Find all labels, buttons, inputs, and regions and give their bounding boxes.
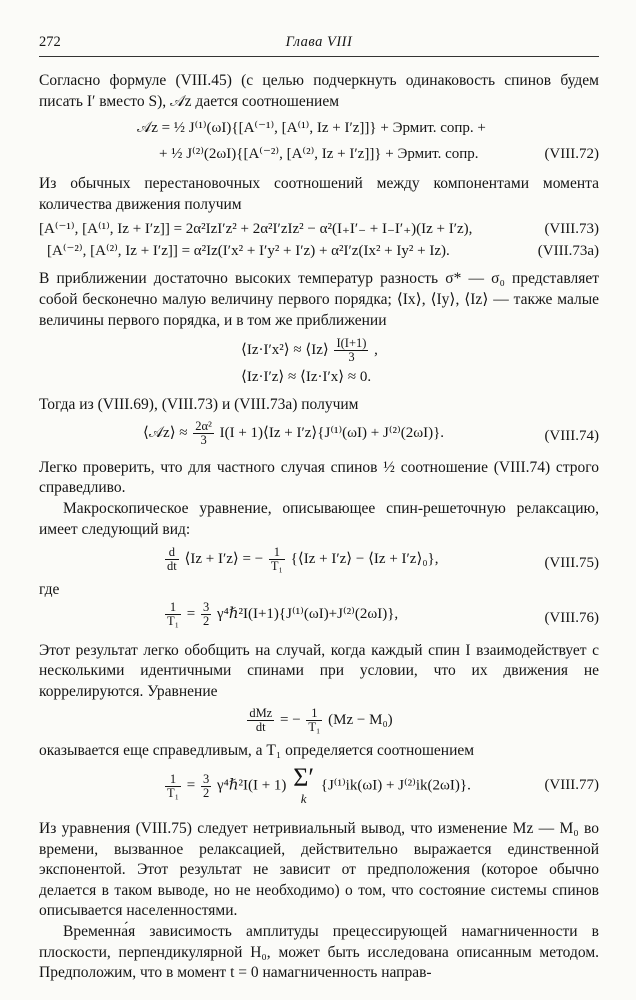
equation-number: (VIII.76)	[544, 609, 599, 626]
equation-viii-73	[39, 219, 599, 241]
numerator: 3	[202, 599, 210, 614]
equation-part: =	[186, 777, 196, 794]
equation-mz	[39, 707, 599, 741]
chapter-title: Глава VIII	[285, 34, 353, 50]
numerator: 1	[306, 707, 322, 721]
paragraph: Легко проверить, что для частного случая спинов ½ соотношение (VIII.74) строго справедливо.	[39, 458, 599, 497]
equation-number: (VIII.73a)	[537, 243, 599, 260]
denominator: T₁	[167, 613, 179, 628]
equation-number: (VIII.74)	[544, 427, 599, 444]
equation-part: γ⁴ℏ²I(I + 1)	[216, 777, 287, 794]
equation-line: + ½ J⁽²⁾(2ωI){[A⁽⁻²⁾, [A⁽²⁾, Iz + I′z]]} + Эрмит. сопр.	[159, 146, 479, 163]
equation-number: (VIII.75)	[544, 555, 599, 572]
denominator: T₁	[308, 719, 321, 734]
fraction	[201, 773, 211, 800]
equation-part: = −	[279, 711, 301, 728]
fraction	[334, 337, 368, 364]
equation-line: [A⁽⁻²⁾, [A⁽²⁾, Iz + I′z]] = α²Iz(I′x² + I′y² + I′z) + α²I′z(Ix² + Iy² + Iz).	[47, 243, 450, 260]
paragraph: Временна́я зависимость амплитуды прецессирующей намагниченности в плоскости, перпендикулярной H₀, может быть исследована описанным методом. Предположим, что в момент t = 0 намагниченность направ-	[39, 923, 599, 982]
paragraph: оказывается еще справедливым, а T₁ определяется соотношением	[39, 741, 475, 759]
numerator: 1	[269, 546, 285, 560]
numerator: I(I+1)	[336, 336, 367, 351]
fraction	[269, 546, 285, 573]
equation-viii-73a	[39, 241, 599, 265]
summation-index: k	[300, 791, 307, 807]
fraction	[306, 707, 322, 734]
numerator: d	[165, 546, 179, 560]
paragraph: Макроскопическое уравнение, описывающее спин-решеточную релаксацию, имеет следующий вид:	[39, 499, 599, 538]
fraction	[165, 546, 179, 573]
equation-part: ⟨𝒜z⟩ ≈	[143, 424, 188, 441]
numerator: 1	[165, 601, 181, 615]
running-header	[39, 30, 599, 57]
summation	[293, 765, 314, 807]
paragraph: Этот результат легко обобщить на случай, когда каждый спин I взаимодействует с несколькими идентичными спинами при условии, что их движения не коррелируются. Уравнение	[39, 641, 599, 700]
numerator: 2α²	[195, 418, 212, 433]
equation-line: [A⁽⁻¹⁾, [A⁽¹⁾, Iz + I′z]] = 2α²IzI′z² + 2α²I′zIz² − α²(I₊I′₋ + I₋I′₊)(Iz + I′z),	[39, 221, 473, 238]
denominator: 3	[348, 350, 355, 365]
numerator: dMz	[249, 705, 273, 720]
approximation-2	[39, 367, 599, 389]
equation-part: {J⁽¹⁾ik(ωI) + J⁽²⁾ik(2ωI)}.	[320, 777, 471, 794]
equation-part: {⟨Iz + I′z⟩ − ⟨Iz + I′z⟩₀},	[290, 551, 439, 568]
equation-part: ⟨Iz·I′x²⟩ ≈ ⟨Iz⟩	[241, 342, 329, 359]
equation-part: (Mz − M₀)	[328, 711, 393, 728]
fraction	[165, 773, 181, 800]
equation-part: I(I + 1)⟨Iz + I′z⟩{J⁽¹⁾(ωI) + J⁽²⁾(2ωI)}.	[219, 424, 445, 441]
equation-part: =	[186, 605, 196, 622]
paragraph: где	[39, 581, 60, 599]
page-number: 272	[39, 34, 61, 50]
fraction	[165, 601, 181, 628]
equation-part: γ⁴ℏ²I(I+1){J⁽¹⁾(ωI)+J⁽²⁾(2ωI)},	[216, 605, 399, 622]
paragraph: Из обычных перестановочных соотношений между компонентами момента количества движения получим	[39, 175, 599, 213]
paragraph: Согласно формуле (VIII.45) (с целью подчеркнуть одинаковость спинов будем писать I′ вместо S), 𝒜z дается соотношением	[39, 72, 599, 110]
fraction	[247, 707, 274, 734]
denominator: T₁	[270, 559, 283, 574]
denominator: dt	[255, 719, 266, 734]
equation-number: (VIII.77)	[544, 777, 599, 794]
fraction	[193, 420, 214, 447]
equation-viii-72	[39, 118, 599, 164]
equation-part: ,	[374, 342, 378, 359]
paragraph: Тогда из (VIII.69), (VIII.73) и (VIII.73a) получим	[39, 396, 359, 414]
sigma-symbol: Σ′	[293, 763, 315, 793]
denominator: 2	[202, 613, 210, 628]
equation-number: (VIII.73)	[544, 221, 599, 238]
equation-number: (VIII.72)	[544, 146, 599, 163]
numerator: 3	[202, 771, 210, 786]
fraction	[201, 601, 211, 628]
approximation-1	[39, 337, 599, 367]
denominator: 3	[200, 432, 207, 447]
denominator: T₁	[167, 785, 179, 800]
paragraph: В приближении достаточно высоких температур разность σ* — σ₀ представляет собой бесконечно малую величину первого порядка; ⟨Ix⟩, ⟨Iy⟩, ⟨Iz⟩ — также малые величины первого порядка, и в том же приближении	[39, 270, 599, 329]
equation-part: ⟨Iz + I′z⟩ = −	[184, 551, 264, 568]
equation-viii-76	[39, 601, 599, 637]
equation-part: ⟨Iz·I′z⟩ ≈ ⟨Iz·I′x⟩ ≈ 0.	[241, 369, 372, 386]
numerator: 1	[165, 773, 181, 787]
equation-viii-74	[39, 420, 599, 452]
equation-line: 𝒜z = ½ J⁽¹⁾(ωI){[A⁽⁻¹⁾, [A⁽¹⁾, Iz + I′z]]} + Эрмит. сопр. +	[137, 120, 486, 137]
equation-viii-75	[39, 546, 599, 580]
paragraph: Из уравнения (VIII.75) следует нетривиальный вывод, что изменение Mz — M₀ во времени, вызванное релаксацией, действительно выражается единственной экспонентой. Этот результат не зависит от предположения (которое обычно делается в таком выводе, но не необходимо) о том, что состояние системы спинов описывается населенностями.	[39, 820, 599, 920]
page	[39, 30, 599, 984]
equation-viii-77	[39, 765, 599, 817]
denominator: 2	[202, 785, 210, 800]
denominator: dt	[167, 559, 177, 574]
